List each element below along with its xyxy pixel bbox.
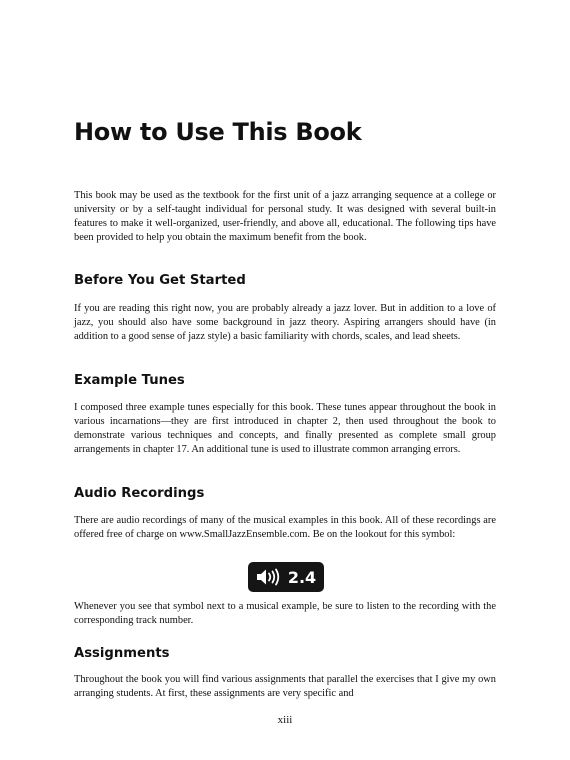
section-heading-audio-recordings: Audio Recordings xyxy=(74,486,205,501)
section-body-audio-recordings: There are audio recordings of many of the musical examples in this book. All of these recordings are offered free of charge on www.SmallJazzEnsemble.com. Be on the lookout for this symbol: xyxy=(74,515,496,541)
section-heading-example-tunes: Example Tunes xyxy=(74,373,185,388)
page-title: How to Use This Book xyxy=(74,118,362,146)
speaker-icon xyxy=(256,568,282,586)
section-body-assignments: Throughout the book you will find various assignments that parallel the exercises that I give my own arranging students. At first, these assignments are very specific and xyxy=(74,674,496,700)
section-body-before-you-get-started: If you are reading this right now, you are probably already a jazz lover. But in addition to a love of jazz, you should also have some background in jazz theory. Aspiring arrangers should have (in addition to a good sense of jazz style) a basic familiarity with chords, scales, and lead sheets. xyxy=(74,303,496,343)
page-number: xiii xyxy=(277,714,293,726)
section-heading-assignments: Assignments xyxy=(74,646,170,661)
audio-track-symbol xyxy=(248,562,324,592)
audio-track-number: 2.4 xyxy=(287,567,317,587)
section-heading-before-you-get-started: Before You Get Started xyxy=(74,273,246,288)
section-after-symbol-text: Whenever you see that symbol next to a musical example, be sure to listen to the recording with the corresponding track number. xyxy=(74,601,496,627)
section-body-example-tunes: I composed three example tunes especially for this book. These tunes appear throughout the book in various incarnations—they are first introduced in chapter 2, then used throughout the book to demonstrate various techniques and concepts, and finally presented as complete small group arrangements in chapter 17. An additional tune is used to illustrate common arranging errors. xyxy=(74,402,496,456)
intro-paragraph: This book may be used as the textbook for the first unit of a jazz arranging sequence at a college or university or by a self-taught individual for personal study. It was designed with several built-in features to make it well-organized, user-friendly, and above all, educational. The following tips have been provided to help you obtain the maximum benefit from the book. xyxy=(74,190,496,244)
